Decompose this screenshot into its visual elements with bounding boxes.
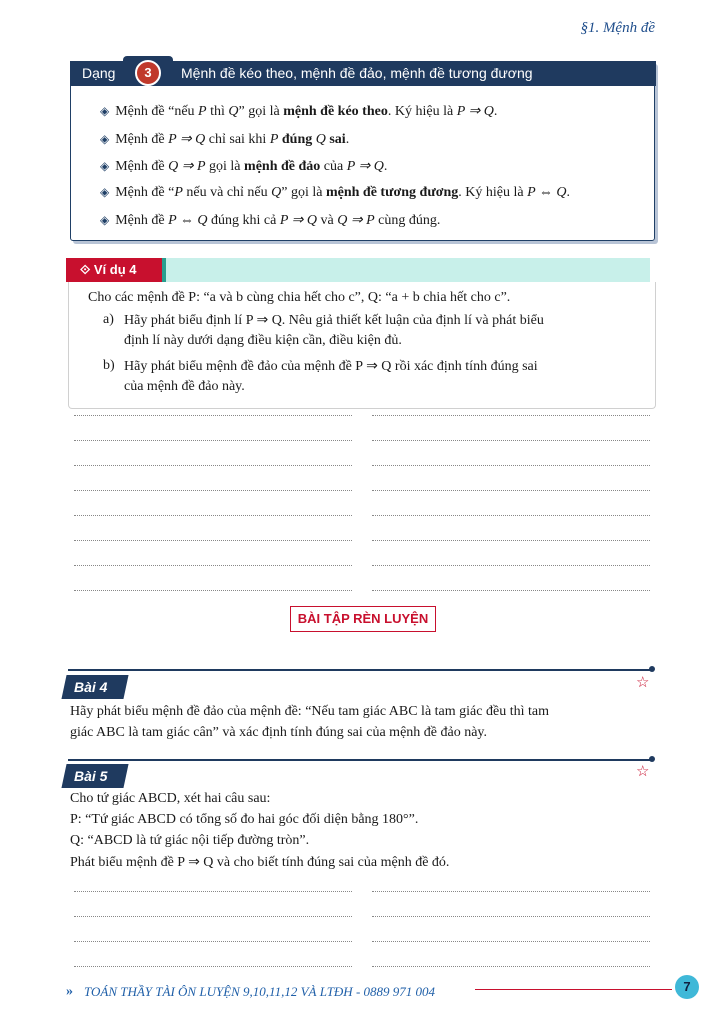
bullet-math: P ⇔ Q <box>168 213 208 228</box>
bullet-math: Q ⇒ P <box>168 159 206 174</box>
dang-number-badge: 3 <box>135 60 161 86</box>
diamond-bullet-icon: ◈ <box>100 185 110 199</box>
example-diamond-icon: ⟐ <box>80 262 94 277</box>
footer-rule <box>475 989 672 990</box>
bullet-bold: đúng <box>281 132 313 147</box>
chevron-right-icon: » <box>66 984 73 999</box>
dotted-answer-line <box>372 428 650 441</box>
star-icon: ☆ <box>636 764 650 780</box>
example-b-line1: Hãy phát biểu mệnh đề đảo của mệnh đề P ⇒ Q rồi xác định tính đúng sai <box>124 359 538 374</box>
dotted-answer-line <box>74 553 352 566</box>
bai4-tag <box>61 675 128 699</box>
bullet-text: . <box>345 132 350 147</box>
bullet-text: ” gọi là <box>281 185 326 200</box>
bullet-text: . <box>493 104 498 119</box>
dotted-answer-line <box>372 904 650 917</box>
example-tag-label: Ví dụ 4 <box>93 262 137 277</box>
bullet-math: P ⇒ Q <box>279 213 318 228</box>
dotted-answer-line <box>372 528 650 541</box>
example-tag <box>66 258 166 282</box>
dotted-answer-line <box>372 403 650 416</box>
dang-bullet-5 <box>100 212 440 229</box>
example-b-line2: của mệnh đề đảo này. <box>124 379 245 394</box>
bullet-math: P ⇒ Q <box>168 132 206 147</box>
dotted-answer-line <box>74 528 352 541</box>
bai4-rule-dot <box>649 666 655 672</box>
diamond-bullet-icon: ◈ <box>100 104 110 118</box>
dotted-answer-line <box>372 929 650 942</box>
bullet-math: Q <box>271 185 282 200</box>
dotted-answer-line <box>74 904 352 917</box>
bai5-rule-dot <box>649 756 655 762</box>
bullet-text: chỉ sai khi <box>205 132 270 147</box>
bullet-math: P ⇒ Q <box>346 159 384 174</box>
dotted-answer-line <box>372 954 650 967</box>
bullet-text: cùng đúng. <box>374 213 441 228</box>
dotted-answer-line <box>74 453 352 466</box>
bullet-text: . <box>383 159 388 174</box>
footer-text: TOÁN THẦY TÀI ÔN LUYỆN 9,10,11,12 VÀ LTĐH - 0889 971 004 <box>84 984 436 999</box>
dotted-answer-line <box>372 553 650 566</box>
bai5-line4: Phát biểu mệnh đề P ⇒ Q và cho biết tính đúng sai của mệnh đề đó. <box>70 855 450 870</box>
dotted-answer-line <box>74 954 352 967</box>
bullet-text: của <box>320 159 347 174</box>
bullet-text: Mệnh đề <box>115 159 169 174</box>
bullet-bold: mệnh đề kéo theo <box>283 104 388 119</box>
bullet-math: Q <box>228 104 239 119</box>
dang-bullet-2 <box>100 131 349 148</box>
bai5-tag <box>61 764 128 788</box>
diamond-bullet-icon: ◈ <box>100 213 110 227</box>
dotted-answer-line <box>74 403 352 416</box>
diamond-bullet-icon: ◈ <box>100 159 110 173</box>
bai4-line2: giác ABC là tam giác cân” và xác định tính đúng sai của mệnh đề đảo này. <box>70 725 488 740</box>
bai5-rule <box>68 759 652 761</box>
dotted-answer-line <box>372 453 650 466</box>
bullet-text: . <box>566 185 571 200</box>
dotted-answer-line <box>74 578 352 591</box>
bullet-math: P <box>198 104 207 119</box>
bullet-text: Mệnh đề <box>115 213 169 228</box>
dotted-answer-line <box>74 428 352 441</box>
dang-bullet-4 <box>100 185 570 201</box>
bullet-math: P <box>269 132 279 147</box>
dang-title: Mệnh đề kéo theo, mệnh đề đảo, mệnh đề tương đương <box>181 65 533 81</box>
bullet-text: đúng khi cả <box>207 213 280 228</box>
bai5-line1: Cho tứ giác ABCD, xét hai câu sau: <box>70 791 271 806</box>
bullet-text: và <box>317 213 338 228</box>
bai5-tag-label: Bài 5 <box>74 768 108 784</box>
bai4-line1: Hãy phát biểu mệnh đề đảo của mệnh đề: “Nếu tam giác ABC là tam giác đều thì tam <box>70 704 549 719</box>
dotted-answer-line <box>74 503 352 516</box>
bullet-text: Mệnh đề “ <box>115 185 175 200</box>
dang-bullet-3 <box>100 158 387 175</box>
section-header: §1. Mệnh đề <box>580 20 655 36</box>
bai5-line3: Q: “ABCD là tứ giác nội tiếp đường tròn”. <box>70 833 310 848</box>
bai4-rule <box>68 669 652 671</box>
bullet-bold: mệnh đề tương đương <box>325 185 459 200</box>
section-title: BÀI TẬP RÈN LUYỆN <box>290 606 436 632</box>
example-intro: Cho các mệnh đề P: “a và b cùng chia hết cho c”, Q: “a + b chia hết cho c”. <box>88 290 511 305</box>
bullet-text: Mệnh đề <box>115 132 169 147</box>
bai4-tag-label: Bài 4 <box>74 679 108 695</box>
bullet-math: P <box>174 185 183 200</box>
dotted-answer-line <box>74 478 352 491</box>
bullet-bold: sai <box>329 132 346 147</box>
dotted-answer-line <box>372 478 650 491</box>
bullet-text: ” gọi là <box>238 104 284 119</box>
bullet-bold: mệnh đề đảo <box>244 159 321 174</box>
bullet-text: Mệnh đề “nếu <box>115 104 199 119</box>
bullet-text: gọi là <box>205 159 245 174</box>
page-number: 7 <box>675 975 699 999</box>
bullet-math: Q <box>312 132 330 147</box>
bullet-text: nếu và chỉ nếu <box>182 185 272 200</box>
dotted-answer-line <box>372 503 650 516</box>
dotted-answer-line <box>74 929 352 942</box>
dotted-answer-line <box>372 879 650 892</box>
dang-bullet-1 <box>100 103 497 120</box>
example-a-line1: Hãy phát biểu định lí P ⇒ Q. Nêu giả thiết kết luận của định lí và phát biểu <box>124 313 544 328</box>
diamond-bullet-icon: ◈ <box>100 132 110 146</box>
example-a-label: a) <box>103 312 114 327</box>
bai5-line2: P: “Tứ giác ABCD có tổng số đo hai góc đối diện bằng 180°”. <box>70 812 419 827</box>
bullet-math: P ⇔ Q <box>527 185 567 200</box>
dotted-answer-line <box>74 879 352 892</box>
dang-label: Dạng <box>82 65 116 81</box>
bullet-text: . Ký hiệu là <box>387 104 457 119</box>
bullet-math: Q ⇒ P <box>337 213 375 228</box>
example-b-label: b) <box>103 358 115 373</box>
dotted-answer-line <box>372 578 650 591</box>
star-icon: ☆ <box>636 675 650 691</box>
bullet-text: . Ký hiệu là <box>458 185 528 200</box>
example-a-line2: định lí này dưới dạng điều kiện cần, điều kiện đủ. <box>124 333 402 348</box>
bullet-math: P ⇒ Q <box>456 104 494 119</box>
bullet-text: thì <box>206 104 229 119</box>
